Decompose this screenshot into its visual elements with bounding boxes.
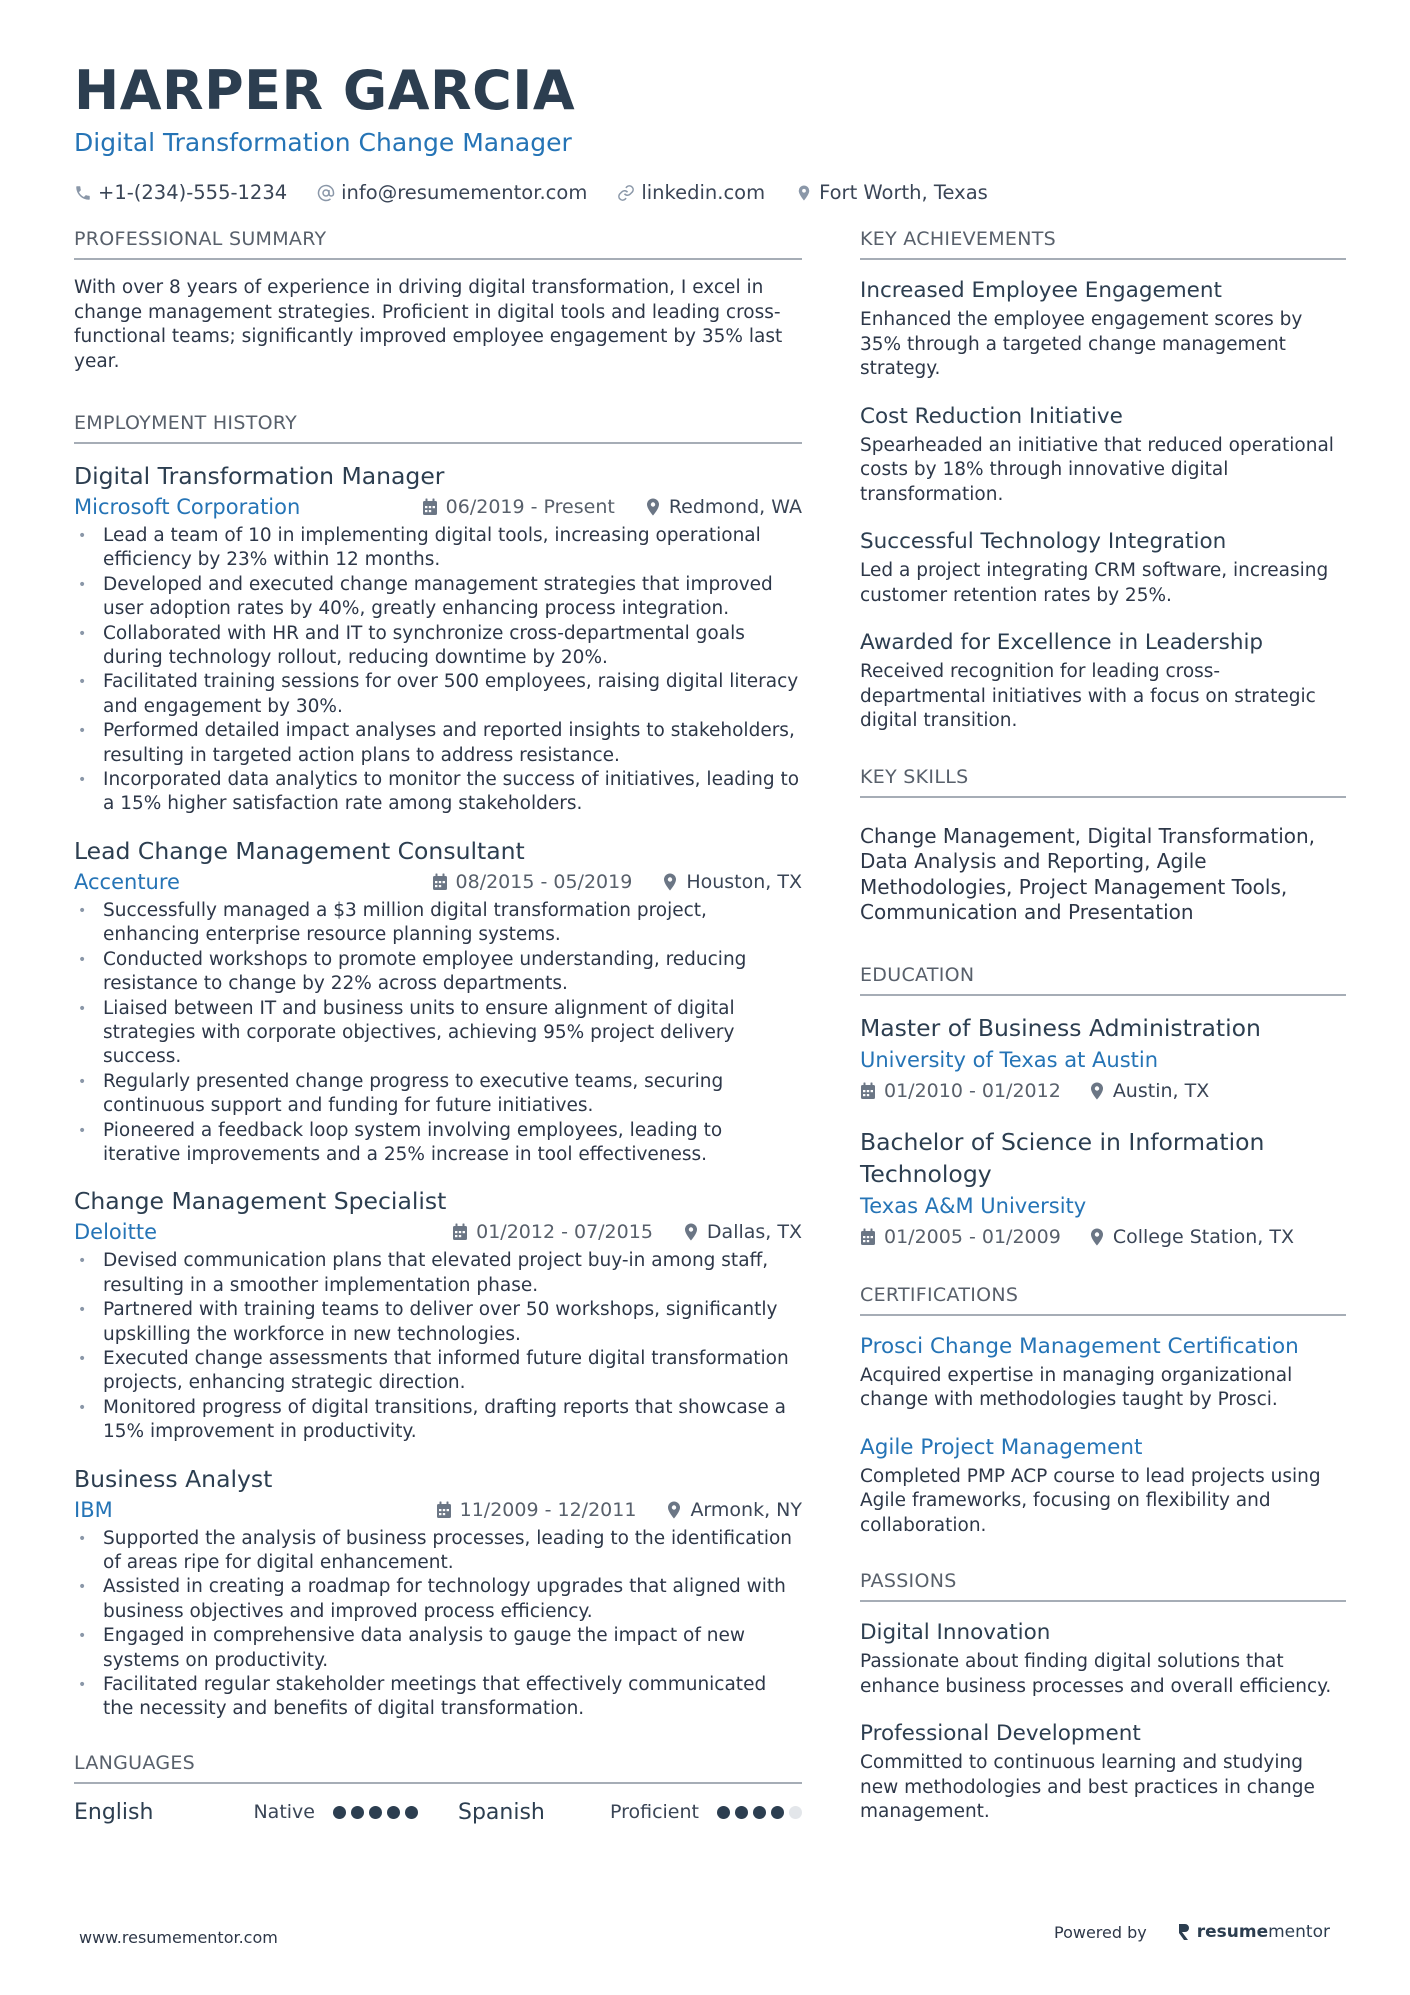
section-title: PROFESSIONAL SUMMARY [74, 226, 802, 260]
contact-email[interactable] [317, 180, 587, 206]
location-text: Austin, TX [1112, 1079, 1210, 1102]
date-range [422, 492, 615, 522]
job-entry [74, 460, 802, 817]
section-title: EMPLOYMENT HISTORY [74, 410, 802, 444]
bullet-item: • Performed detailed impact analyses and reported insights to stakeholders, resulting in targeted action plans to address resistance. [74, 719, 802, 768]
left-column [74, 226, 802, 1861]
passions-section [860, 1568, 1346, 1825]
at-icon [317, 184, 335, 202]
achievement-list [860, 276, 1346, 734]
language-name: English [74, 1799, 154, 1825]
date-range [436, 1495, 637, 1525]
calendar-icon [422, 498, 438, 516]
achievement-desc: Enhanced the employee engagement scores by 35% through a targeted change management strategy. [860, 309, 1303, 379]
language-rating [333, 1806, 418, 1819]
certification-item [860, 1433, 1346, 1539]
date-range [432, 867, 633, 897]
job-bullets [74, 899, 802, 1167]
skills-text: Change Management, Digital Transformation, Data Analysis and Reporting, Agile Methodologies, Project Management Tools, Communication and Presentation [860, 823, 1316, 924]
rating-dot [369, 1806, 382, 1819]
date-text: 01/2012 - 07/2015 [476, 1221, 653, 1244]
location [1089, 1222, 1294, 1252]
job-entry [74, 835, 802, 1167]
language-level: Native [253, 1801, 315, 1824]
bullet-item: • Conducted workshops to promote employee understanding, reducing resistance to change by 22% across departments. [74, 948, 802, 997]
phone-icon [74, 184, 92, 202]
brand-mark-icon [1177, 1922, 1191, 1942]
job-list [74, 460, 802, 1722]
footer-website[interactable]: www.resumementor.com [79, 1928, 278, 1947]
contact-location [795, 180, 988, 206]
bullet-item: • Partnered with training teams to deliver over 50 workshops, significantly upskilling the workforce in new technologies. [74, 1298, 802, 1347]
rating-dot [717, 1806, 730, 1819]
location [662, 867, 802, 897]
right-column [860, 226, 1346, 1861]
certification-desc: Completed PMP ACP course to lead projects using Agile frameworks, focusing on flexibility and collaboration. [860, 1465, 1321, 1536]
bullet-item: • Pioneered a feedback loop system involving employees, leading to iterative improvements and a 25% increase in tool effectiveness. [74, 1119, 802, 1168]
education-section [860, 962, 1346, 1252]
map-pin-icon [1089, 1082, 1105, 1100]
calendar-icon [436, 1501, 452, 1519]
bullet-item: • Lead a team of 10 in implementing digital tools, increasing operational efficiency by 23% within 12 months. [74, 524, 802, 573]
achievement-desc: Led a project integrating CRM software, increasing customer retention rates by 25%. [860, 560, 1329, 606]
location-text: Houston, TX [686, 870, 802, 893]
language-name: Spanish [458, 1799, 545, 1825]
calendar-icon [860, 1228, 876, 1246]
calendar-icon [452, 1223, 468, 1241]
powered-by-text: Powered by [1054, 1922, 1147, 1942]
map-pin-icon [795, 184, 813, 202]
education-list [860, 1012, 1346, 1252]
map-pin-icon [662, 873, 678, 891]
education-meta [860, 1076, 1346, 1106]
section-title: LANGUAGES [74, 1750, 802, 1784]
certification-title: Agile Project Management [860, 1434, 1143, 1460]
section-title: EDUCATION [860, 962, 1346, 996]
bullet-item: • Regularly presented change progress to executive teams, securing continuous support and funding for future initiatives. [74, 1070, 802, 1119]
date-text: 06/2019 - Present [445, 496, 615, 518]
school-name: University of Texas at Austin [860, 1047, 1159, 1072]
job-bullets [74, 1527, 802, 1722]
location [683, 1217, 802, 1247]
bullet-item: • Executed change assessments that informed future digital transformation projects, enhancing strategic direction. [74, 1347, 802, 1396]
date-range [452, 1217, 653, 1247]
location-text: College Station, TX [1112, 1225, 1294, 1248]
employment-section [74, 410, 802, 1722]
contact-phone [74, 180, 287, 206]
job-title: Lead Change Management Consultant [74, 836, 525, 865]
company-name: Accenture [74, 869, 180, 894]
education-item [860, 1012, 1346, 1106]
passion-desc: Passionate about finding digital solutions that enhance business processes and overall efficiency. [860, 1651, 1332, 1697]
bullet-item: • Supported the analysis of business processes, leading to the identification of areas ripe for digital enhancement. [74, 1527, 802, 1576]
certification-desc: Acquired expertise in managing organizational change with methodologies taught by Prosci. [860, 1364, 1293, 1410]
rating-dot [405, 1806, 418, 1819]
job-entry [74, 1185, 802, 1444]
bullet-item: • Incorporated data analytics to monitor the success of initiatives, leading to a 15% higher satisfaction rate among stakeholders. [74, 768, 802, 817]
email-text[interactable]: info@resumementor.com [341, 181, 588, 204]
bullet-item: • Facilitated regular stakeholder meetings that effectively communicated the necessity and benefits of digital transformation. [74, 1673, 802, 1722]
bullet-item: • Assisted in creating a roadmap for technology upgrades that aligned with business objectives and improved process efficiency. [74, 1575, 802, 1624]
certification-list [860, 1332, 1346, 1539]
passion-item [860, 1618, 1346, 1699]
achievement-title: Cost Reduction Initiative [860, 403, 1123, 429]
candidate-title: Digital Transformation Change Manager [74, 128, 572, 157]
job-meta [74, 1495, 802, 1525]
job-bullets [74, 524, 802, 817]
passion-item [860, 1719, 1346, 1825]
passion-list [860, 1618, 1346, 1825]
resume-header [74, 56, 1344, 206]
location [1089, 1076, 1209, 1106]
language-rating [717, 1806, 802, 1819]
company-name: Microsoft Corporation [74, 495, 301, 519]
summary-section [74, 226, 802, 374]
rating-dot [771, 1806, 784, 1819]
certifications-section [860, 1282, 1346, 1539]
section-title: PASSIONS [860, 1568, 1346, 1602]
passion-desc: Committed to continuous learning and studying new methodologies and best practices in change management. [860, 1752, 1315, 1822]
candidate-name: HARPER GARCIA [74, 59, 576, 122]
achievement-title: Increased Employee Engagement [860, 278, 1222, 303]
company-name: IBM [74, 1497, 113, 1522]
certification-item [860, 1332, 1346, 1413]
job-bullets [74, 1249, 802, 1444]
education-item [860, 1126, 1346, 1252]
location-text: Armonk, NY [690, 1498, 802, 1521]
achievements-section [860, 226, 1346, 734]
date-text: 11/2009 - 12/2011 [459, 1498, 637, 1521]
language-level: Proficient [609, 1801, 699, 1824]
passion-title: Professional Development [860, 1721, 1141, 1746]
education-meta [860, 1222, 1346, 1252]
date-text: 08/2015 - 05/2019 [455, 870, 633, 893]
achievement-desc: Spearheaded an initiative that reduced operational costs by 18% through innovative digital transformation. [860, 434, 1334, 505]
calendar-icon [432, 873, 448, 891]
certification-title: Prosci Change Management Certification [860, 1333, 1299, 1359]
footer-branding [1054, 1922, 1330, 1942]
achievement-item [860, 402, 1346, 508]
achievement-title: Successful Technology Integration [860, 529, 1227, 554]
achievement-desc: Received recognition for leading cross-departmental initiatives with a focus on strategic digital transition. [860, 661, 1316, 731]
calendar-icon [860, 1082, 876, 1100]
date-text: 01/2005 - 01/2009 [884, 1225, 1061, 1248]
job-meta [74, 492, 802, 522]
job-meta [74, 867, 802, 897]
degree-title: Bachelor of Science in Information Technology [860, 1127, 1265, 1188]
date-range [860, 1222, 1061, 1252]
job-entry [74, 1463, 802, 1722]
language-item [74, 1800, 418, 1825]
company-name: Deloitte [74, 1220, 157, 1245]
section-title: KEY SKILLS [860, 764, 1346, 798]
date-range [860, 1076, 1061, 1106]
passion-title: Digital Innovation [860, 1620, 1051, 1645]
section-title: CERTIFICATIONS [860, 1282, 1346, 1316]
achievement-item [860, 276, 1346, 382]
location-text: Fort Worth, Texas [819, 181, 988, 204]
link-icon [617, 184, 635, 202]
rating-dot [351, 1806, 364, 1819]
rating-dot [735, 1806, 748, 1819]
map-pin-icon [645, 498, 661, 516]
skills-section [860, 764, 1346, 926]
contact-linkedin[interactable] [617, 180, 765, 206]
phone-text: +1-(234)-555-1234 [98, 181, 288, 204]
language-item [458, 1800, 802, 1825]
brand-thin: mentor [1268, 1922, 1330, 1942]
bullet-item: • Developed and executed change management strategies that improved user adoption rates by 40%, greatly enhancing process integration. [74, 573, 802, 622]
section-title: KEY ACHIEVEMENTS [860, 226, 1346, 260]
rating-dot [789, 1806, 802, 1819]
location [645, 492, 802, 522]
contact-bar [74, 180, 1344, 206]
degree-title: Master of Business Administration [860, 1013, 1261, 1042]
date-text: 01/2010 - 01/2012 [884, 1079, 1061, 1102]
location [666, 1495, 802, 1525]
bullet-item: • Liaised between IT and business units to ensure alignment of digital strategies with corporate objectives, achieving 95% project delivery success. [74, 997, 802, 1070]
language-list [74, 1800, 802, 1825]
map-pin-icon [666, 1501, 682, 1519]
map-pin-icon [1089, 1228, 1105, 1246]
job-title: Business Analyst [74, 1464, 273, 1493]
job-title: Change Management Specialist [74, 1187, 447, 1216]
bullet-item: • Collaborated with HR and IT to synchronize cross-departmental goals during technology rollout, reducing downtime by 20%. [74, 622, 802, 671]
rating-dot [333, 1806, 346, 1819]
linkedin-text[interactable]: linkedin.com [641, 181, 766, 204]
achievement-item [860, 527, 1346, 608]
rating-dot [387, 1806, 400, 1819]
languages-section [74, 1750, 802, 1825]
bullet-item: • Devised communication plans that elevated project buy-in among staff, resulting in a smoother implementation phase. [74, 1249, 802, 1298]
location-text: Redmond, WA [668, 496, 802, 518]
achievement-item [860, 628, 1346, 734]
bullet-item: • Facilitated training sessions for over 500 employees, raising digital literacy and engagement by 30%. [74, 670, 802, 719]
rating-dot [753, 1806, 766, 1819]
school-name: Texas A&M University [860, 1193, 1087, 1218]
job-meta [74, 1217, 802, 1247]
location-text: Dallas, TX [706, 1221, 802, 1244]
bullet-item: • Monitored progress of digital transitions, drafting reports that showcase a 15% improvement in productivity. [74, 1396, 802, 1445]
brand-bold: resume [1196, 1922, 1269, 1942]
map-pin-icon [683, 1223, 699, 1241]
bullet-item: • Engaged in comprehensive data analysis to gauge the impact of new systems on productivity. [74, 1624, 802, 1673]
job-title: Digital Transformation Manager [74, 462, 445, 490]
bullet-item: • Successfully managed a $3 million digital transformation project, enhancing enterprise resource planning systems. [74, 899, 802, 948]
achievement-title: Awarded for Excellence in Leadership [860, 630, 1264, 655]
summary-text: With over 8 years of experience in driving digital transformation, I excel in change management strategies. Proficient in digital tools and leading cross-functional teams; significantly improved employee engagement by 35% last year. [74, 277, 783, 372]
brand-logo[interactable] [1177, 1922, 1330, 1942]
